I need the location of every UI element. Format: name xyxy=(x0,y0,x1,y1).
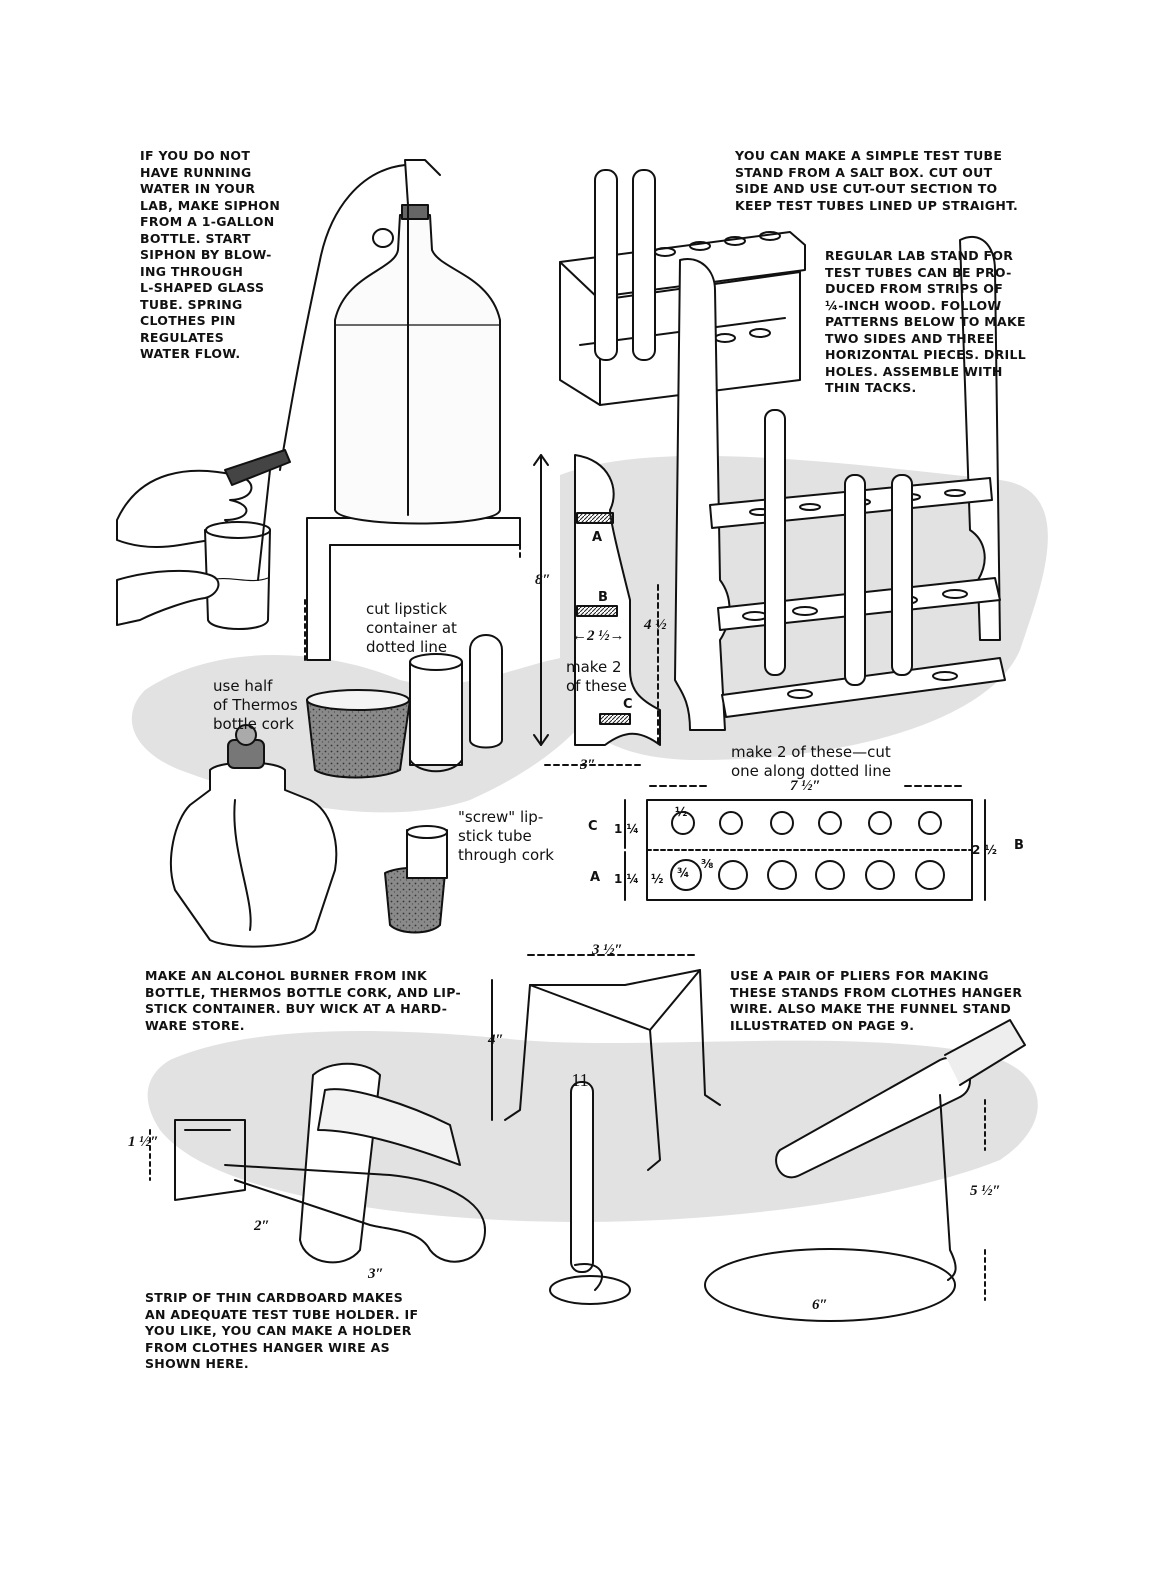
strip-a-height: 1 ¼ xyxy=(614,872,639,886)
strip-total-height: 2 ½ xyxy=(972,843,997,857)
hole-three-quarter-label: ¾ xyxy=(677,866,690,880)
hole-half-label: ½ xyxy=(675,805,688,819)
lab-stand-caption: REGULAR LAB STAND FOR TEST TUBES CAN BE PRO- DUCED FROM STRIPS OF ¼-INCH WOOD. FOLLOW PATTERNS BELOW TO MAKE TWO SIDES AND THREE HORIZONTAL PIECES. DRILL HOLES. ASSEMBLE WITH THIN TACKS. xyxy=(825,248,1027,395)
strip-label-b: B xyxy=(1014,838,1024,853)
lipstick-note: cut lipstick container at dotted line xyxy=(366,600,457,656)
side-label-b: B xyxy=(598,590,608,605)
strip-c-height: 1 ¼ xyxy=(614,822,639,836)
holder-b-dim: 3″ xyxy=(368,1266,384,1282)
side-width-dim: 3″ xyxy=(580,757,596,773)
holder-a-dim: 2″ xyxy=(254,1218,270,1234)
alcohol-burner-caption: MAKE AN ALCOHOL BURNER FROM INK BOTTLE, THERMOS BOTTLE CORK, AND LIP- STICK CONTAINER. BUY WICK AT A HARD- WARE STORE. xyxy=(145,968,461,1033)
page-number: 11 xyxy=(571,1070,589,1090)
thermos-note: use half of Thermos bottle cork xyxy=(213,677,298,733)
funnel-width-dim: 6″ xyxy=(812,1297,828,1313)
holder-caption: STRIP OF THIN CARDBOARD MAKES AN ADEQUATE TEST TUBE HOLDER. IF YOU LIKE, YOU CAN MAKE A HOLDER FROM CLOTHES HANGER WIRE AS SHOWN HERE. xyxy=(145,1290,419,1371)
side-label-a: A xyxy=(592,530,603,545)
tripod-height-dim: 4″ xyxy=(488,1032,504,1048)
side-height-dim: 8″ xyxy=(535,572,551,588)
strip-label-a: A xyxy=(590,870,601,885)
siphon-bottle xyxy=(280,160,500,524)
make-two-note: make 2 of these xyxy=(566,658,627,695)
holder-height-dim: 1 ½″ xyxy=(128,1134,159,1150)
salt-box-caption: YOU CAN MAKE A SIMPLE TEST TUBE STAND FROM A SALT BOX. CUT OUT SIDE AND USE CUT-OUT SECTION TO KEEP TEST TUBES LINED UP STRAIGHT. xyxy=(735,148,1019,213)
strip-label-c: C xyxy=(588,819,598,834)
siphon-caption: IF YOU DO NOT HAVE RUNNING WATER IN YOUR LAB, MAKE SIPHON FROM A 1-GALLON BOTTLE. START SIPHON BY BLOW- ING THROUGH L-SHAPED GLASS TUBE. SPRING CLOTHES PIN REGULATES WATER FLOW. xyxy=(140,148,281,361)
screw-note: "screw" lip- stick tube through cork xyxy=(458,808,554,864)
make-two-cut-note: make 2 of these—cut one along dotted line xyxy=(731,743,892,780)
pliers-caption: USE A PAIR OF PLIERS FOR MAKING THESE STANDS FROM CLOTHES HANGER WIRE. ALSO MAKE THE FUNNEL STAND ILLUSTRATED ON PAGE 9. xyxy=(730,968,1023,1033)
hands-and-beaker xyxy=(117,450,290,629)
tripod-width-dim: 3 ½″ xyxy=(592,942,623,958)
strip-pattern xyxy=(625,786,985,900)
funnel-height-dim: 5 ½″ xyxy=(970,1183,1001,1199)
hole-three-eighths-label: ⅜ xyxy=(701,857,714,871)
strip-length-dim: 7 ½″ xyxy=(790,778,821,794)
hole-half-b-label: ½ xyxy=(651,872,664,886)
side-half-height-dim: 4 ½ xyxy=(644,617,667,633)
side-label-c: C xyxy=(623,697,633,712)
side-inner-width-dim: ←2 ½→ xyxy=(572,628,625,644)
